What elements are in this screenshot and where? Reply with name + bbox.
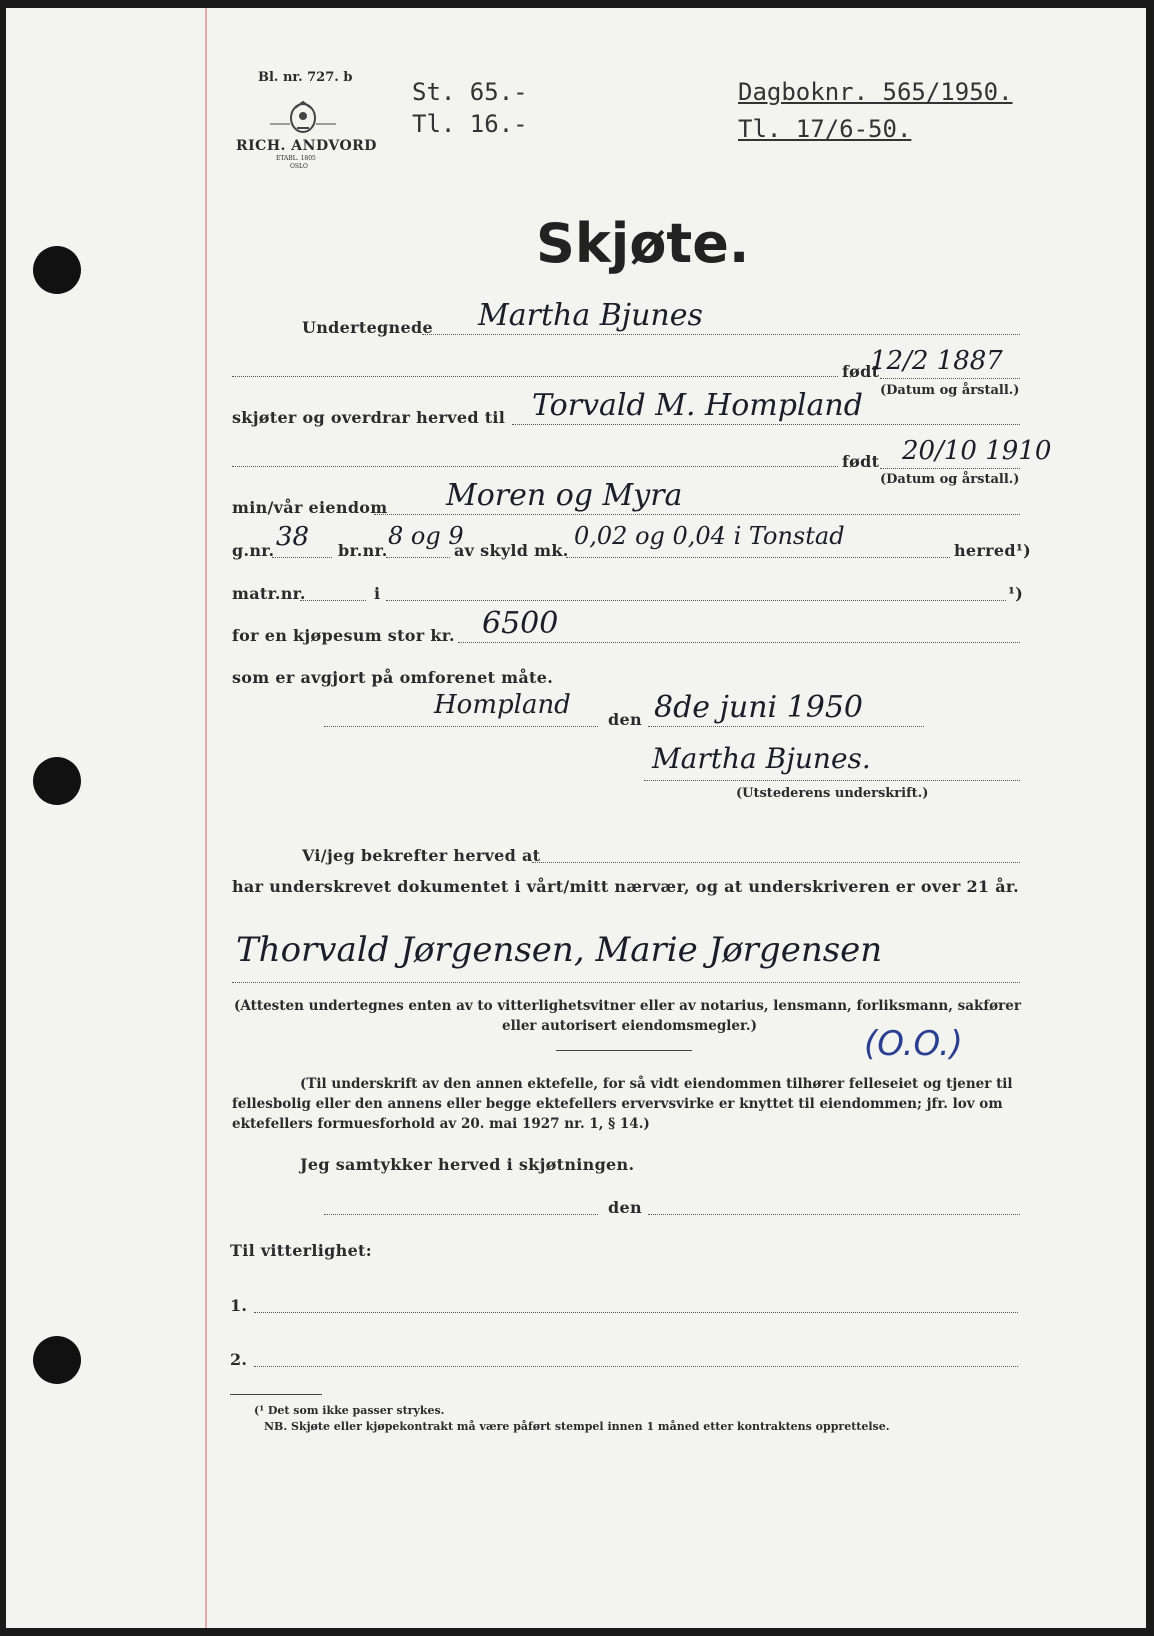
gnr-label: g.nr. (232, 541, 275, 560)
herred-label: herred¹) (954, 541, 1032, 560)
witness-1-number: 1. (230, 1296, 248, 1315)
publisher-established: ETABL. 1805 (276, 155, 316, 162)
eiendom-label: min/vår eiendom (232, 498, 388, 517)
gnr-value: 38 (276, 522, 310, 552)
punch-hole (33, 1336, 81, 1384)
witness-signatures: Thorvald Jørgensen, Marie Jørgensen (236, 930, 883, 970)
kjopesum-label: for en kjøpesum stor kr. (232, 626, 455, 645)
seller-name: Martha Bjunes (478, 298, 703, 333)
skjoter-label: skjøter og overdrar herved til (232, 408, 506, 427)
date-value: 8de juni 1950 (654, 690, 864, 725)
dotted-line (422, 334, 1020, 335)
spouse-p2: fellesbolig eller den annens eller begge ektefellers ervervsvirke er knyttet til eiendommen; jfr. lov om (232, 1096, 1003, 1112)
attest-line2: har underskrevet dokumentet i vårt/mitt nærvær, og at underskriveren er over 21 år. (232, 877, 1020, 896)
buyer-name: Torvald M. Hompland (532, 388, 863, 423)
brnr-value: 8 og 9 (388, 522, 464, 550)
samtykker-text: Jeg samtykker herved i skjøtningen. (300, 1155, 635, 1174)
margin-line (205, 8, 207, 1628)
dotted-line (324, 726, 598, 727)
fodt-label: født (842, 452, 880, 471)
stamp-st: St. 65.- (412, 78, 528, 106)
dagbok-number: Dagboknr. 565/1950. (738, 78, 1013, 106)
spouse-p3: ektefellers formuesforhold av 20. mai 1927 nr. 1, § 14.) (232, 1116, 650, 1132)
footnote-1: (¹ Det som ikke passer strykes. (254, 1404, 445, 1417)
witness-2-number: 2. (230, 1350, 248, 1369)
footnote-2: NB. Skjøte eller kjøpekontrakt må være påført stempel innen 1 måned etter kontraktens opprettelse. (264, 1420, 890, 1433)
dotted-line (272, 557, 332, 558)
brnr-label: br.nr. (338, 541, 388, 560)
form-number: Bl. nr. 727. b (258, 70, 353, 85)
dotted-line (232, 466, 838, 467)
seller-signature: Martha Bjunes. (652, 742, 871, 775)
document-title: Skjøte. (536, 212, 750, 275)
skyld-value: 0,02 og 0,04 i Tonstad (574, 522, 845, 550)
bekrefter-text: Vi/jeg bekrefter herved at (302, 846, 541, 865)
dotted-line (386, 600, 1006, 601)
dotted-line (532, 862, 1020, 863)
dotted-line (232, 376, 838, 377)
matr-i-label: i (374, 584, 381, 603)
divider (556, 1050, 692, 1051)
omforenet-text: som er avgjort på omforenet måte. (232, 668, 554, 687)
den-label: den (608, 1198, 642, 1217)
dotted-line (880, 468, 1020, 469)
dotted-line (648, 726, 924, 727)
dotted-line (374, 514, 1020, 515)
dotted-line (648, 1214, 1020, 1215)
place-value: Hompland (434, 690, 571, 720)
dotted-line (458, 642, 1020, 643)
dotted-line (566, 557, 950, 558)
matr-label: matr.nr. (232, 584, 306, 603)
den-label: den (608, 710, 642, 729)
spouse-p1: (Til underskrift av den annen ektefelle, for så vidt eiendommen tilhører felleseiet og tjener til (300, 1076, 1013, 1092)
tl-date: Tl. 17/6-50. (738, 115, 912, 143)
punch-hole (33, 246, 81, 294)
property-name: Moren og Myra (446, 478, 683, 513)
buyer-birthdate: 20/10 1910 (902, 436, 1052, 466)
footnote-rule (230, 1394, 322, 1395)
dotted-line (880, 378, 1020, 379)
datum-label: (Datum og årstall.) (880, 472, 1020, 487)
skyld-label: av skyld mk. (454, 541, 569, 560)
publisher-name: RICH. ANDVORD (236, 138, 377, 154)
dotted-line (232, 982, 1020, 983)
initials-annotation: (O.O.) (864, 1024, 963, 1064)
fodt-label: født (842, 362, 880, 381)
attest-note1: (Attesten undertegnes enten av to vitterlighetsvitner eller av notarius, lensmann, forliksmann, sakfører (234, 998, 1021, 1014)
kjopesum-value: 6500 (482, 606, 559, 641)
vitterlighet-label: Til vitterlighet: (230, 1241, 372, 1260)
matr-end-label: ¹) (1008, 584, 1024, 603)
punch-hole (33, 757, 81, 805)
dotted-line (254, 1366, 1018, 1367)
publisher-logo-icon (268, 98, 338, 140)
undertegnede-label: Undertegnede (302, 318, 433, 337)
dotted-line (324, 1214, 598, 1215)
datum-label: (Datum og årstall.) (880, 383, 1020, 398)
dotted-line (512, 424, 1020, 425)
publisher-city: OSLO (290, 163, 308, 170)
dotted-line (254, 1312, 1018, 1313)
utsteder-label: (Utstederens underskrift.) (736, 786, 929, 801)
dotted-line (300, 600, 366, 601)
stamp-tl: Tl. 16.- (412, 110, 528, 138)
attest-note2: eller autorisert eiendomsmegler.) (502, 1018, 757, 1034)
dotted-line (644, 780, 1020, 781)
seller-birthdate: 12/2 1887 (870, 346, 1003, 376)
dotted-line (386, 557, 450, 558)
